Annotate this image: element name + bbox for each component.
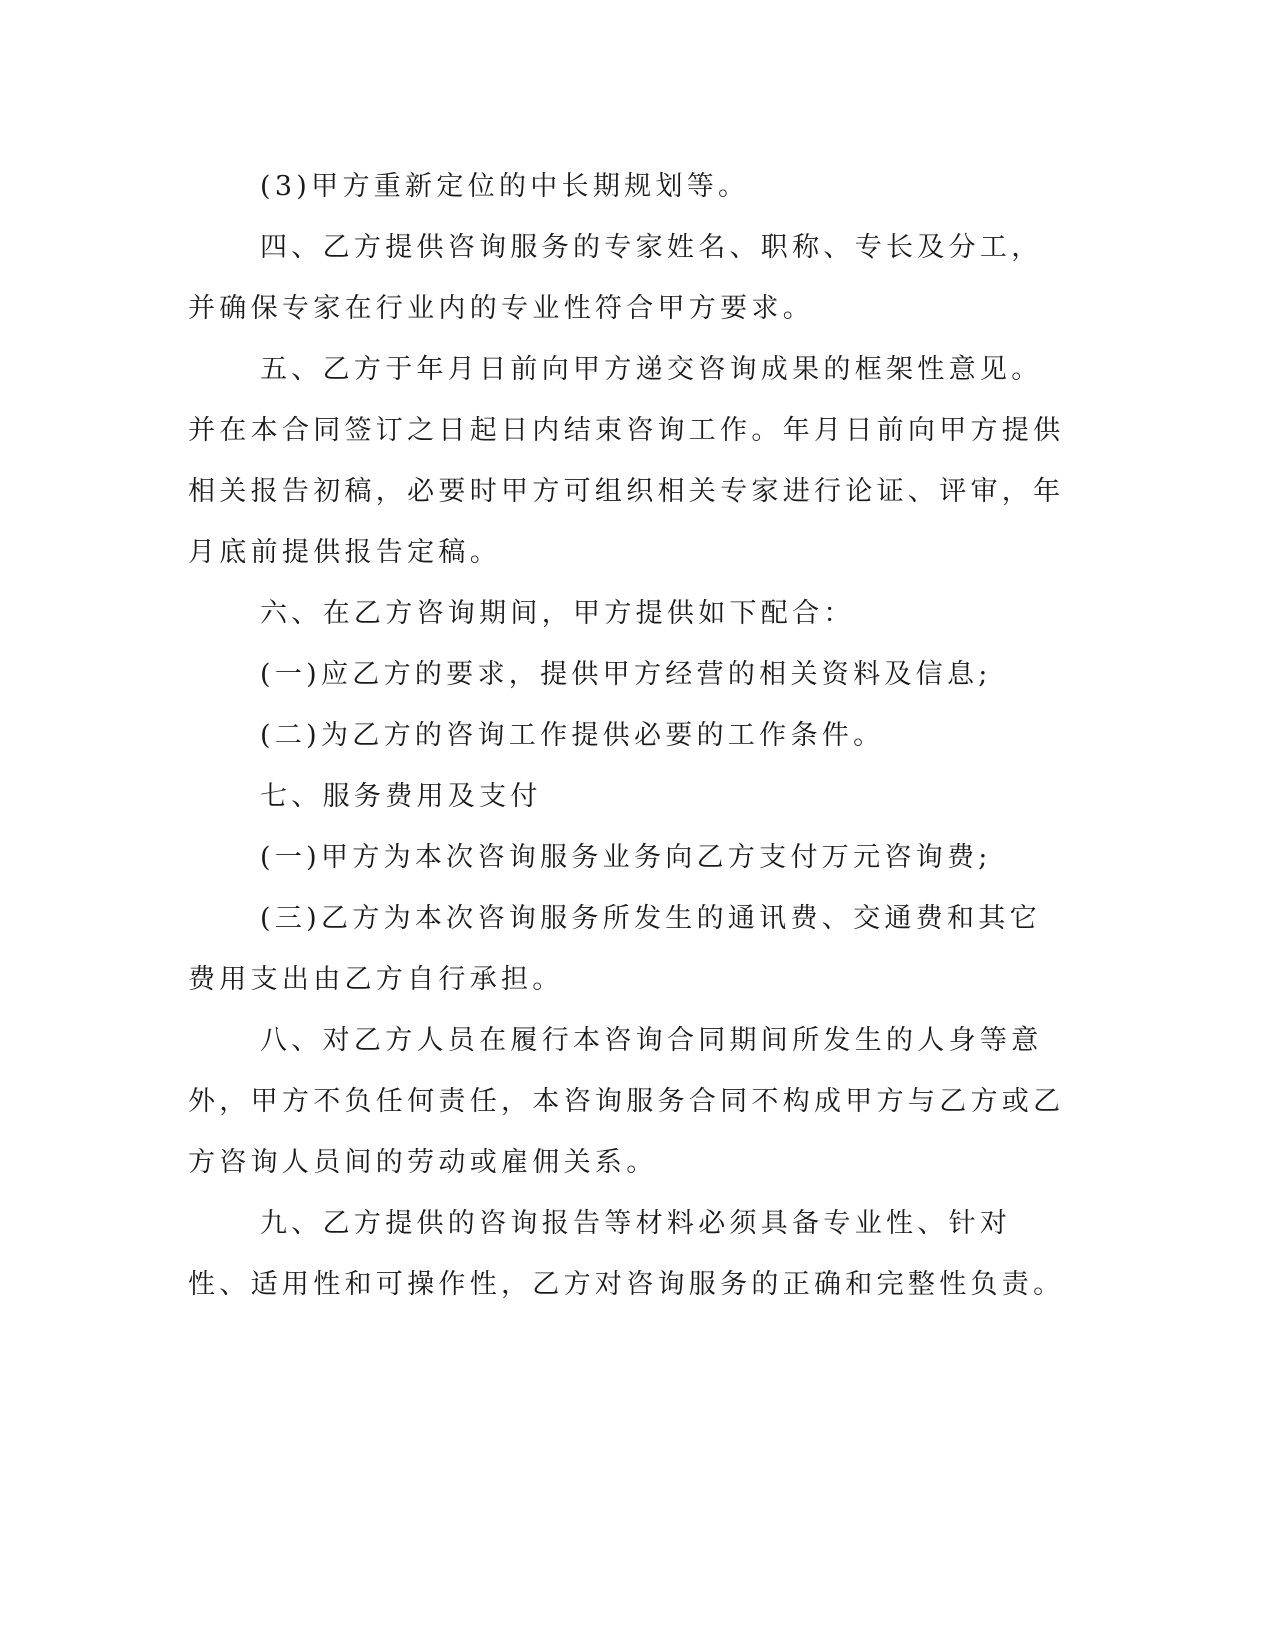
paragraph-fee-item-3: (三)乙方为本次咨询服务所发生的通讯费、交通费和其它费用支出由乙方自行承担。	[188, 903, 1041, 995]
paragraph-fee-item-1: (一)甲方为本次咨询服务业务向乙方支付万元咨询费;	[260, 842, 992, 873]
paragraph-clause-9-quality: 九、乙方提供的咨询报告等材料必须具备专业性、针对性、适用性和可操作性，乙方对咨询服务的正确和完整性负责。	[188, 1208, 1065, 1300]
paragraph-clause-8-liability: 八、对乙方人员在履行本咨询合同期间所发生的人身等意外，甲方不负任何责任，本咨询服务合同不构成甲方与乙方或乙方咨询人员间的劳动或雇佣关系。	[188, 1025, 1065, 1178]
paragraph-plan-item-3: (3)甲方重新定位的中长期规划等。	[260, 171, 750, 202]
paragraph-cooperation-item-2: (二)为乙方的咨询工作提供必要的工作条件。	[260, 720, 885, 751]
paragraph-cooperation-item-1: (一)应乙方的要求，提供甲方经营的相关资料及信息;	[260, 659, 992, 690]
paragraph-clause-7-fees: 七、服务费用及支付	[260, 781, 542, 812]
paragraph-clause-4-experts: 四、乙方提供咨询服务的专家姓名、职称、专长及分工，并确保专家在行业内的专业性符合甲方要求。	[188, 232, 1043, 324]
document-body	[188, 156, 1068, 1315]
paragraph-clause-6-cooperation: 六、在乙方咨询期间，甲方提供如下配合：	[260, 598, 855, 629]
paragraph-clause-5-schedule: 五、乙方于年月日前向甲方递交咨询成果的框架性意见。并在本合同签订之日起日内结束咨询工作。年月日前向甲方提供相关报告初稿，必要时甲方可组织相关专家进行论证、评审，年月底前提供报告定稿。	[188, 354, 1065, 568]
